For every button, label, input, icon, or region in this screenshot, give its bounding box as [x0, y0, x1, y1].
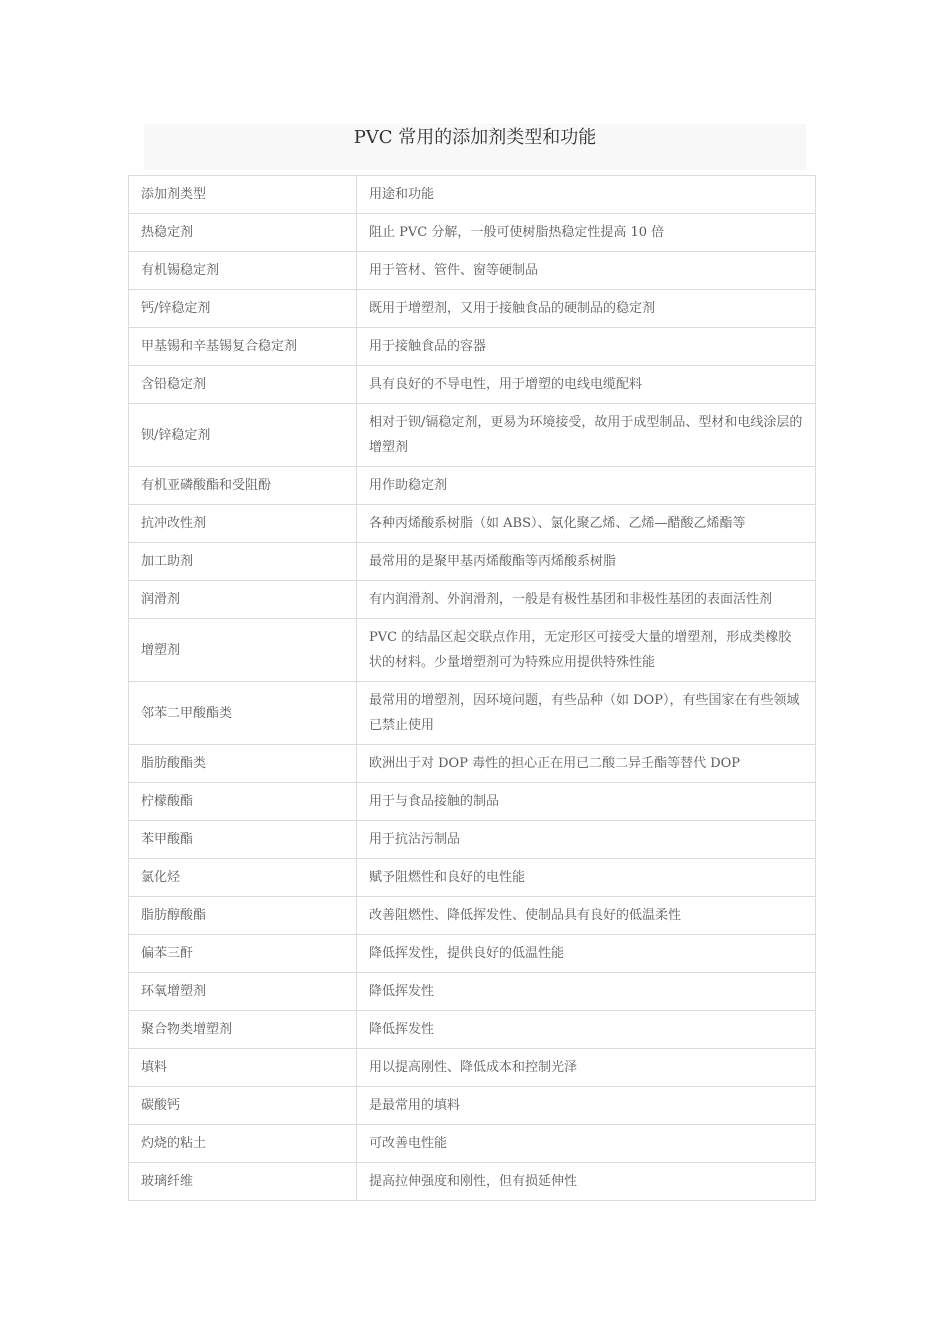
table-row: [129, 328, 816, 366]
cell-additive-function: 既用于增塑剂，又用于接触食品的硬制品的稳定剂: [357, 290, 816, 328]
cell-additive-type: 玻璃纤维: [129, 1163, 357, 1201]
cell-additive-type: 柠檬酸酯: [129, 783, 357, 821]
cell-additive-type: 有机锡稳定剂: [129, 252, 357, 290]
table-row: [129, 1087, 816, 1125]
cell-additive-type: 碳酸钙: [129, 1087, 357, 1125]
additives-table-body: [129, 176, 816, 1201]
page-title: PVC 常用的添加剂类型和功能: [353, 127, 597, 148]
cell-additive-type: 脂肪酸酯类: [129, 745, 357, 783]
table-title-bar: [144, 124, 806, 170]
cell-additive-function: 用以提高刚性、降低成本和控制光泽: [357, 1049, 816, 1087]
cell-additive-type: 润滑剂: [129, 581, 357, 619]
cell-additive-type: 邻苯二甲酸酯类: [129, 682, 357, 745]
cell-additive-function: 提高拉伸强度和刚性，但有损延伸性: [357, 1163, 816, 1201]
cell-additive-function: 最常用的是聚甲基丙烯酸酯等丙烯酸系树脂: [357, 543, 816, 581]
cell-additive-function: 阻止 PVC 分解，一般可使树脂热稳定性提高 10 倍: [357, 214, 816, 252]
table-row: [129, 581, 816, 619]
table-row: [129, 214, 816, 252]
table-row: [129, 859, 816, 897]
table-row: [129, 252, 816, 290]
table-row: [129, 467, 816, 505]
cell-additive-type: 灼烧的粘土: [129, 1125, 357, 1163]
cell-additive-function: 降低挥发性: [357, 973, 816, 1011]
table-row: [129, 366, 816, 404]
table-row: [129, 619, 816, 682]
header-cell-function: 用途和功能: [357, 176, 816, 214]
cell-additive-type: 抗冲改性剂: [129, 505, 357, 543]
cell-additive-type: 有机亚磷酸酯和受阻酚: [129, 467, 357, 505]
cell-additive-type: 环氧增塑剂: [129, 973, 357, 1011]
table-row: [129, 745, 816, 783]
table-row: [129, 973, 816, 1011]
cell-additive-type: 填料: [129, 1049, 357, 1087]
cell-additive-type: 钙/锌稳定剂: [129, 290, 357, 328]
table-row: [129, 505, 816, 543]
additives-table: [128, 175, 816, 1201]
table-row: [129, 543, 816, 581]
cell-additive-function: 改善阻燃性、降低挥发性、使制品具有良好的低温柔性: [357, 897, 816, 935]
cell-additive-type: 偏苯三酐: [129, 935, 357, 973]
cell-additive-type: 氯化烃: [129, 859, 357, 897]
cell-additive-function: 有内润滑剂、外润滑剂，一般是有极性基团和非极性基团的表面活性剂: [357, 581, 816, 619]
cell-additive-function: 降低挥发性: [357, 1011, 816, 1049]
cell-additive-function: 降低挥发性，提供良好的低温性能: [357, 935, 816, 973]
cell-additive-type: 增塑剂: [129, 619, 357, 682]
table-row: [129, 821, 816, 859]
cell-additive-type: 加工助剂: [129, 543, 357, 581]
cell-additive-type: 钡/锌稳定剂: [129, 404, 357, 467]
table-row: [129, 1049, 816, 1087]
cell-additive-function: 最常用的增塑剂，因环境问题，有些品种（如 DOP），有些国家在有些领域已禁止使用: [357, 682, 816, 745]
cell-additive-function: 相对于钡/镉稳定剂，更易为环境接受，故用于成型制品、型材和电线涂层的增塑剂: [357, 404, 816, 467]
table-row: [129, 935, 816, 973]
table-row: [129, 404, 816, 467]
table-row: [129, 897, 816, 935]
table-row: [129, 290, 816, 328]
cell-additive-type: 含铅稳定剂: [129, 366, 357, 404]
table-row: [129, 783, 816, 821]
cell-additive-type: 聚合物类增塑剂: [129, 1011, 357, 1049]
cell-additive-type: 甲基锡和辛基锡复合稳定剂: [129, 328, 357, 366]
table-header-row: [129, 176, 816, 214]
cell-additive-function: 用于管材、管件、窗等硬制品: [357, 252, 816, 290]
cell-additive-function: 用于接触食品的容器: [357, 328, 816, 366]
table-row: [129, 1011, 816, 1049]
cell-additive-function: 欧洲出于对 DOP 毒性的担心正在用已二酸二异壬酯等替代 DOP: [357, 745, 816, 783]
cell-additive-type: 脂肪醇酸酯: [129, 897, 357, 935]
cell-additive-function: 可改善电性能: [357, 1125, 816, 1163]
cell-additive-type: 热稳定剂: [129, 214, 357, 252]
header-cell-type: 添加剂类型: [129, 176, 357, 214]
cell-additive-function: 用于与食品接触的制品: [357, 783, 816, 821]
cell-additive-function: 赋予阻燃性和良好的电性能: [357, 859, 816, 897]
table-row: [129, 1163, 816, 1201]
cell-additive-type: 苯甲酸酯: [129, 821, 357, 859]
cell-additive-function: 用于抗沾污制品: [357, 821, 816, 859]
table-row: [129, 682, 816, 745]
cell-additive-function: 是最常用的填料: [357, 1087, 816, 1125]
cell-additive-function: 各种丙烯酸系树脂（如 ABS）、氯化聚乙烯、乙烯—醋酸乙烯酯等: [357, 505, 816, 543]
cell-additive-function: 具有良好的不导电性，用于增塑的电线电缆配料: [357, 366, 816, 404]
cell-additive-function: 用作助稳定剂: [357, 467, 816, 505]
table-row: [129, 1125, 816, 1163]
cell-additive-function: PVC 的结晶区起交联点作用，无定形区可接受大量的增塑剂，形成类橡胶状的材料。少量增塑剂可为特殊应用提供特殊性能: [357, 619, 816, 682]
